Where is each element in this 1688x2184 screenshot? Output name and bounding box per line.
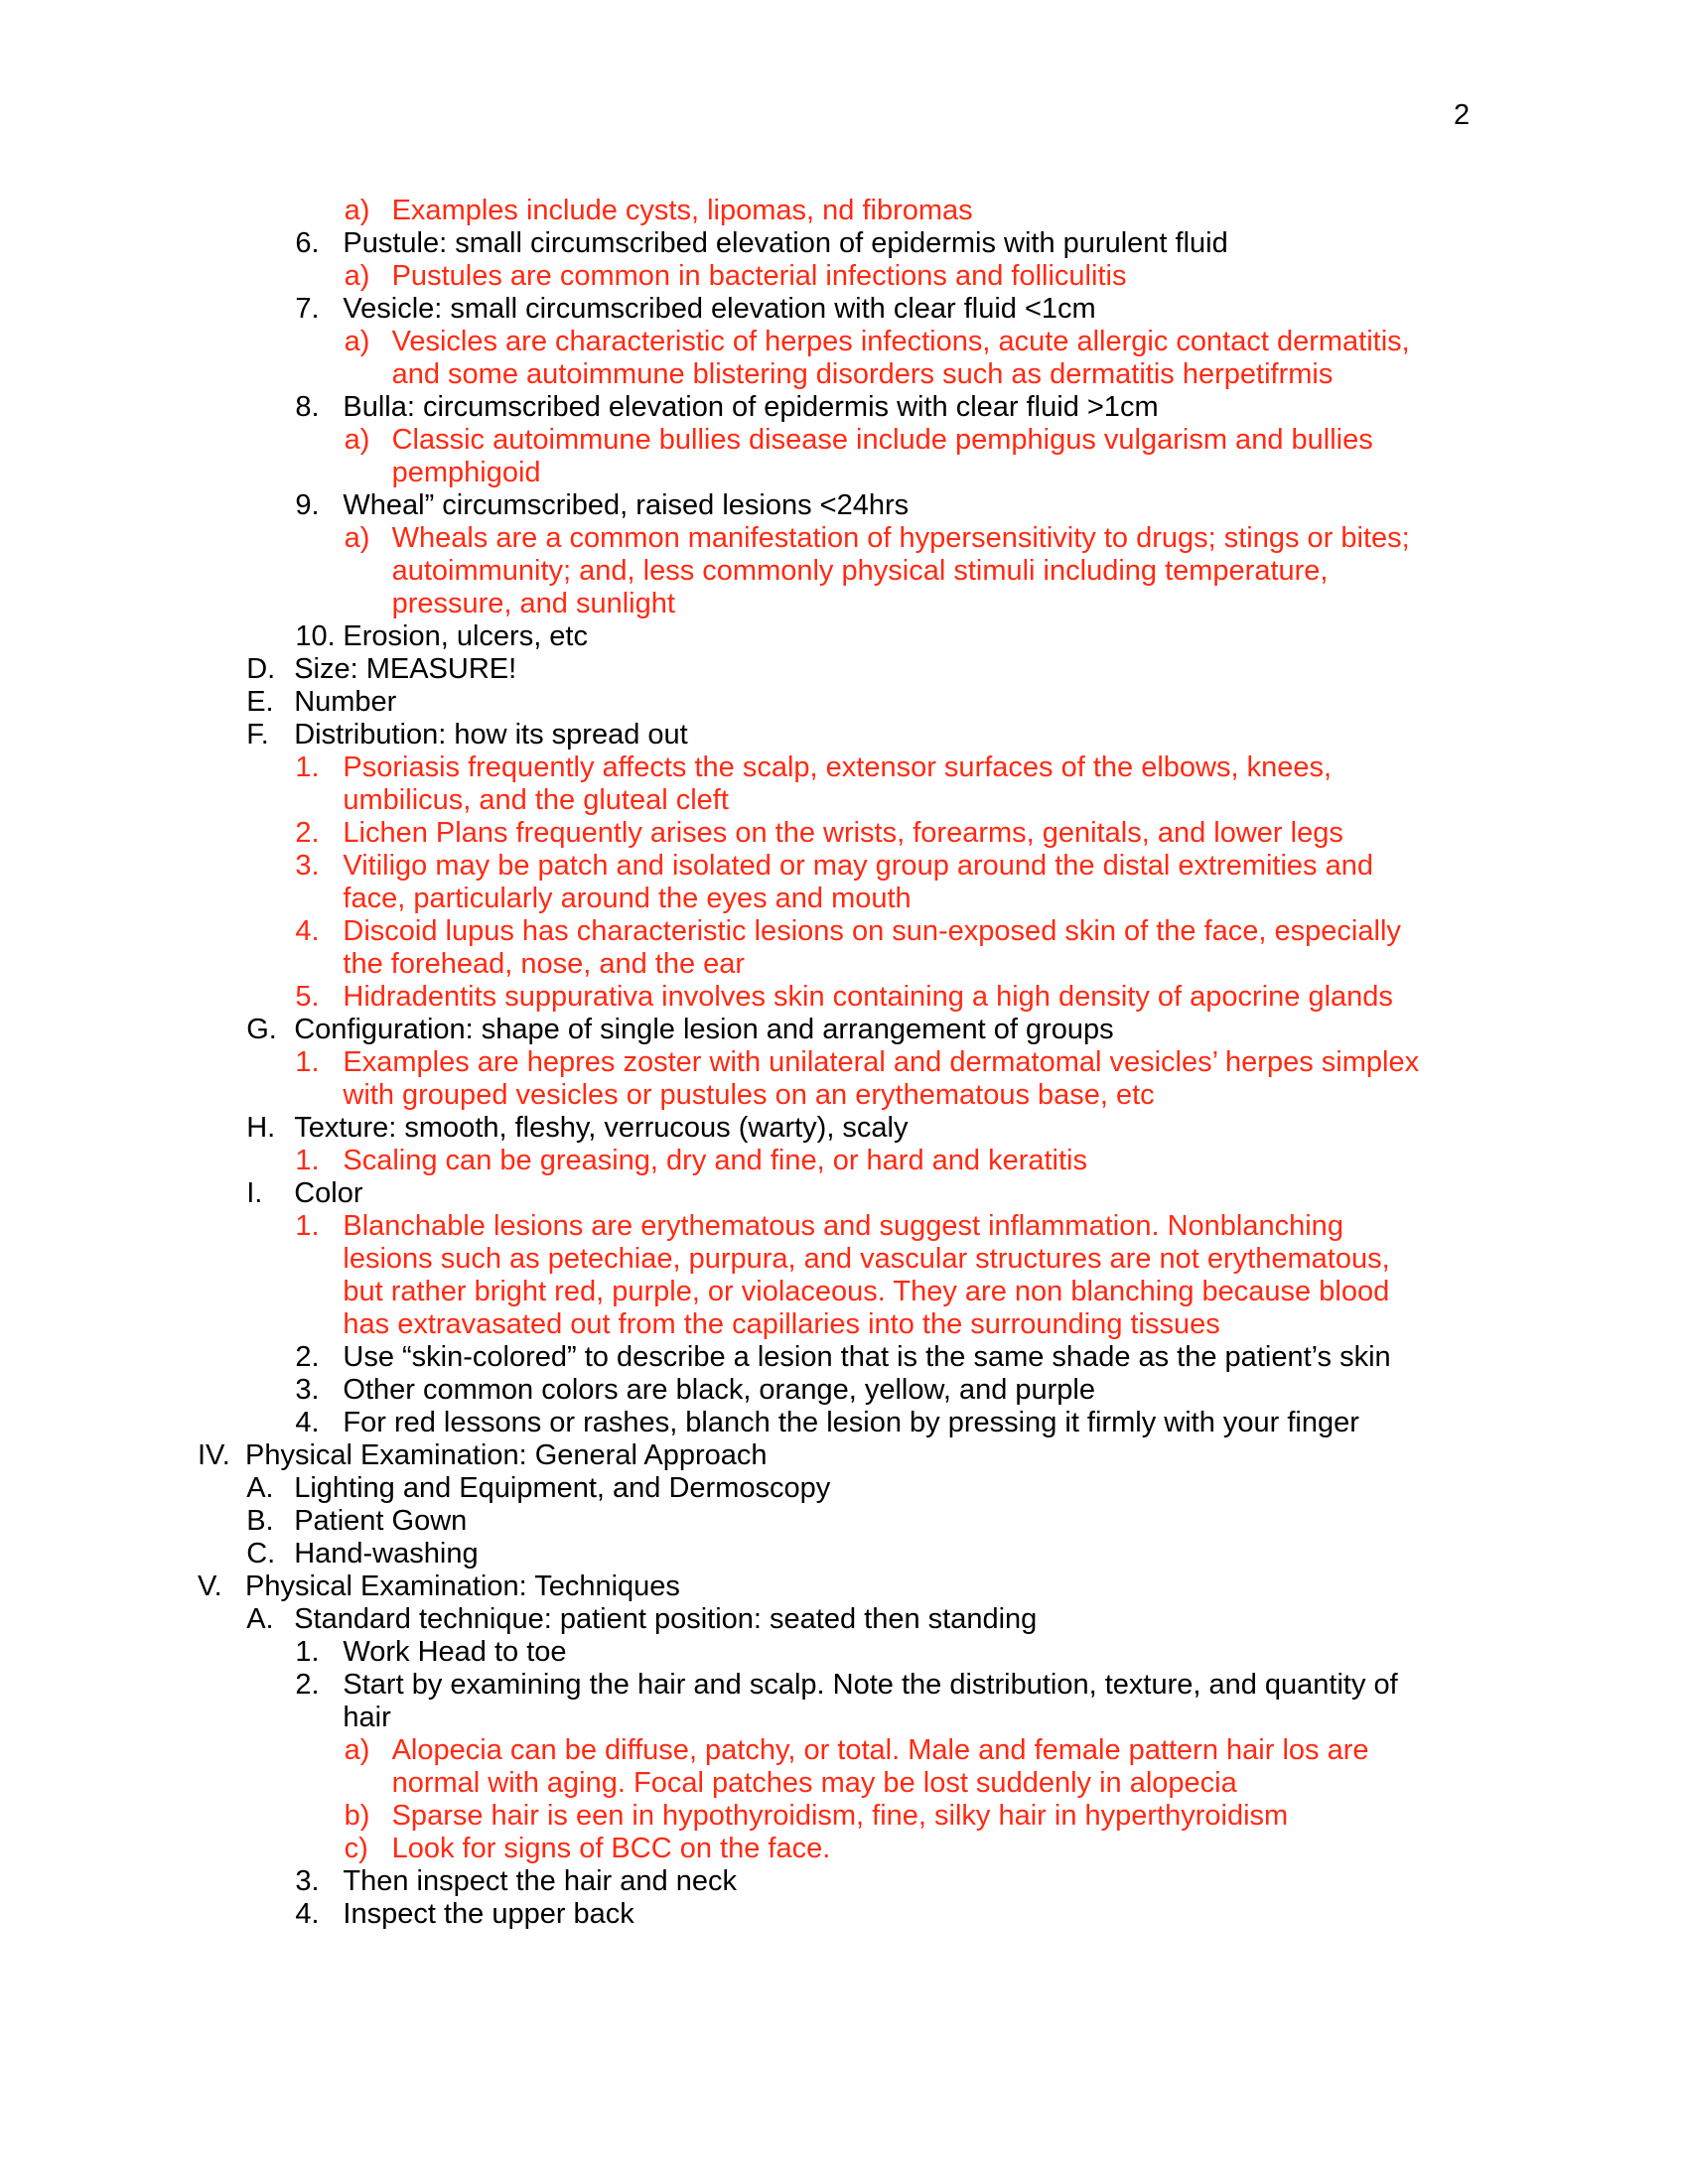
- list-marker: a): [344, 1734, 370, 1766]
- list-marker: G.: [246, 1014, 277, 1045]
- list-text: Discoid lupus has characteristic lesions on sun-exposed skin of the face, especially: [343, 915, 1401, 947]
- outline-item: [0, 620, 1688, 653]
- outline-line: [0, 1407, 1688, 1439]
- list-text: Psoriasis frequently affects the scalp, extensor surfaces of the elbows, knees,: [343, 751, 1333, 783]
- outline-item: [0, 1636, 1688, 1669]
- outline-line: [0, 1014, 1688, 1046]
- outline-line: [0, 1898, 1688, 1931]
- list-marker: V.: [198, 1570, 222, 1602]
- outline-line: [0, 489, 1688, 522]
- list-text: Use “skin-colored” to describe a lesion that is the same shade as the patient’s skin: [343, 1341, 1391, 1373]
- outline-item: [0, 1669, 1688, 1734]
- outline-line: [0, 1046, 1688, 1079]
- outline-item: [0, 719, 1688, 751]
- outline-item: [0, 1374, 1688, 1407]
- list-marker: E.: [246, 686, 274, 718]
- list-marker: 4.: [295, 1407, 320, 1438]
- list-text: Hand-washing: [294, 1538, 479, 1570]
- outline-line: [0, 1603, 1688, 1636]
- list-text: Erosion, ulcers, etc: [343, 620, 588, 652]
- outline-line: [0, 817, 1688, 850]
- list-text: Number: [294, 686, 397, 718]
- list-marker: 3.: [295, 1374, 320, 1406]
- list-marker: a): [344, 424, 370, 456]
- outline-item: [0, 1898, 1688, 1931]
- list-marker: 1.: [295, 1210, 320, 1242]
- outline-line: [0, 1472, 1688, 1505]
- outline-item: [0, 1800, 1688, 1833]
- list-text: lesions such as petechiae, purpura, and vascular structures are not erythematous,: [343, 1243, 1390, 1275]
- outline-item: [0, 1407, 1688, 1439]
- list-text: Alopecia can be diffuse, patchy, or total. Male and female pattern hair los are: [391, 1734, 1369, 1766]
- list-text: Pustules are common in bacterial infections and folliculitis: [391, 260, 1127, 292]
- outline-line: [0, 686, 1688, 719]
- outline-line: [0, 1538, 1688, 1570]
- list-marker: a): [344, 522, 370, 554]
- outline-line: [0, 293, 1688, 326]
- outline-item: [0, 850, 1688, 915]
- outline-item: [0, 391, 1688, 424]
- outline-item: [0, 522, 1688, 620]
- outline-line: [0, 1308, 1688, 1341]
- outline-item: [0, 227, 1688, 260]
- list-marker: 2.: [295, 1341, 320, 1373]
- outline-line: [0, 1276, 1688, 1308]
- outline-line: [0, 1734, 1688, 1767]
- outline-item: [0, 293, 1688, 326]
- outline-item: [0, 1538, 1688, 1570]
- outline-line: [0, 1210, 1688, 1243]
- outline-item: [0, 817, 1688, 850]
- outline-line: [0, 1767, 1688, 1800]
- outline-item: [0, 1472, 1688, 1505]
- list-marker: 5.: [295, 981, 320, 1013]
- list-marker: 4.: [295, 915, 320, 947]
- list-marker: 2.: [295, 1669, 320, 1701]
- outline-item: [0, 1112, 1688, 1145]
- outline-line: [0, 653, 1688, 686]
- list-text: pemphigoid: [391, 457, 541, 488]
- outline-item: [0, 1439, 1688, 1472]
- outline-item: [0, 981, 1688, 1014]
- list-text: Work Head to toe: [343, 1636, 567, 1668]
- list-marker: F.: [246, 719, 269, 751]
- list-text: Wheals are a common manifestation of hypersensitivity to drugs; stings or bites;: [391, 522, 1410, 554]
- outline-item: [0, 424, 1688, 489]
- outline-item: [0, 1570, 1688, 1603]
- list-text: Vesicle: small circumscribed elevation with clear fluid <1cm: [343, 293, 1096, 325]
- outline-item: [0, 751, 1688, 817]
- outline-line: [0, 915, 1688, 948]
- list-marker: B.: [246, 1505, 274, 1537]
- list-marker: A.: [246, 1472, 274, 1504]
- outline-line: [0, 1145, 1688, 1177]
- list-text: has extravasated out from the capillaries into the surrounding tissues: [343, 1308, 1220, 1340]
- list-text: Vitiligo may be patch and isolated or may group around the distal extremities and: [343, 850, 1374, 882]
- outline-item: [0, 1833, 1688, 1865]
- list-marker: 4.: [295, 1898, 320, 1930]
- outline-item: [0, 1145, 1688, 1177]
- list-text: Pustule: small circumscribed elevation of epidermis with purulent fluid: [343, 227, 1228, 259]
- page-number: 2: [1454, 99, 1471, 131]
- list-marker: 1.: [295, 1046, 320, 1078]
- outline-item: [0, 653, 1688, 686]
- outline-item: [0, 195, 1688, 227]
- outline-item: [0, 686, 1688, 719]
- list-marker: 2.: [295, 817, 320, 849]
- outline-line: [0, 948, 1688, 981]
- outline-item: [0, 326, 1688, 391]
- list-text: autoimmunity; and, less commonly physical stimuli including temperature,: [391, 555, 1329, 587]
- list-text: Physical Examination: General Approach: [245, 1439, 768, 1471]
- outline-line: [0, 1570, 1688, 1603]
- outline-line: [0, 751, 1688, 784]
- list-text: Wheal” circumscribed, raised lesions <24hrs: [343, 489, 910, 521]
- list-text: Examples include cysts, lipomas, nd fibromas: [391, 195, 973, 226]
- outline-item: [0, 1603, 1688, 1636]
- outline-line: [0, 1112, 1688, 1145]
- list-text: hair: [343, 1702, 391, 1733]
- outline-line: [0, 1833, 1688, 1865]
- list-text: Sparse hair is een in hypothyroidism, fine, silky hair in hyperthyroidism: [391, 1800, 1289, 1832]
- outline-line: [0, 1865, 1688, 1898]
- outline-line: [0, 1669, 1688, 1702]
- outline-line: [0, 424, 1688, 457]
- list-marker: 1.: [295, 1636, 320, 1668]
- outline-line: [0, 555, 1688, 588]
- outline-line: [0, 1374, 1688, 1407]
- list-text: Size: MEASURE!: [294, 653, 517, 685]
- outline-line: [0, 883, 1688, 915]
- outline-item: [0, 1734, 1688, 1800]
- list-text: Scaling can be greasing, dry and fine, or hard and keratitis: [343, 1145, 1088, 1176]
- list-text: normal with aging. Focal patches may be lost suddenly in alopecia: [391, 1767, 1237, 1799]
- list-marker: 6.: [295, 227, 320, 259]
- list-text: Start by examining the hair and scalp. Note the distribution, texture, and quantity of: [343, 1669, 1398, 1701]
- outline-line: [0, 457, 1688, 489]
- list-text: Then inspect the hair and neck: [343, 1865, 737, 1897]
- outline-line: [0, 1177, 1688, 1210]
- list-text: Blanchable lesions are erythematous and suggest inflammation. Nonblanching: [343, 1210, 1343, 1242]
- list-text: Physical Examination: Techniques: [245, 1570, 680, 1602]
- outline-line: [0, 1243, 1688, 1276]
- list-text: Color: [294, 1177, 363, 1209]
- list-text: Other common colors are black, orange, yellow, and purple: [343, 1374, 1096, 1406]
- list-text: Hidradentits suppurativa involves skin containing a high density of apocrine glands: [343, 981, 1393, 1013]
- outline-line: [0, 522, 1688, 555]
- outline-item: [0, 1210, 1688, 1341]
- outline-item: [0, 260, 1688, 293]
- outline-line: [0, 358, 1688, 391]
- list-text: Lighting and Equipment, and Dermoscopy: [294, 1472, 831, 1504]
- list-text: For red lessons or rashes, blanch the lesion by pressing it firmly with your finger: [343, 1407, 1359, 1438]
- outline-line: [0, 391, 1688, 424]
- list-text: umbilicus, and the gluteal cleft: [343, 784, 729, 816]
- list-text: Distribution: how its spread out: [294, 719, 688, 751]
- list-marker: 10.: [295, 620, 336, 652]
- list-marker: C.: [246, 1538, 276, 1570]
- list-marker: 1.: [295, 751, 320, 783]
- list-marker: IV.: [198, 1439, 230, 1471]
- outline-line: [0, 1702, 1688, 1734]
- outline-item: [0, 1865, 1688, 1898]
- list-marker: a): [344, 326, 370, 357]
- list-text: Lichen Plans frequently arises on the wrists, forearms, genitals, and lower legs: [343, 817, 1343, 849]
- list-text: Standard technique: patient position: seated then standing: [294, 1603, 1038, 1635]
- outline-list: [0, 195, 1688, 1931]
- list-text: face, particularly around the eyes and mouth: [343, 883, 912, 914]
- list-marker: 7.: [295, 293, 320, 325]
- list-marker: b): [344, 1800, 370, 1832]
- outline-line: [0, 227, 1688, 260]
- list-marker: 3.: [295, 1865, 320, 1897]
- outline-line: [0, 1636, 1688, 1669]
- list-text: Bulla: circumscribed elevation of epidermis with clear fluid >1cm: [343, 391, 1159, 423]
- outline-item: [0, 489, 1688, 522]
- list-marker: a): [344, 195, 370, 226]
- list-text: Patient Gown: [294, 1505, 468, 1537]
- outline-line: [0, 1079, 1688, 1112]
- list-text: Inspect the upper back: [343, 1898, 634, 1930]
- list-marker: A.: [246, 1603, 274, 1635]
- outline-line: [0, 850, 1688, 883]
- outline-line: [0, 620, 1688, 653]
- outline-line: [0, 1341, 1688, 1374]
- outline-item: [0, 1046, 1688, 1112]
- list-text: Configuration: shape of single lesion and arrangement of groups: [294, 1014, 1114, 1045]
- list-text: the forehead, nose, and the ear: [343, 948, 746, 980]
- outline-line: [0, 1800, 1688, 1833]
- list-text: Vesicles are characteristic of herpes infections, acute allergic contact dermatitis,: [391, 326, 1410, 357]
- outline-item: [0, 915, 1688, 981]
- list-text: Look for signs of BCC on the face.: [391, 1833, 831, 1864]
- list-marker: 9.: [295, 489, 320, 521]
- list-marker: H.: [246, 1112, 276, 1144]
- outline-line: [0, 260, 1688, 293]
- outline-line: [0, 326, 1688, 358]
- list-text: pressure, and sunlight: [391, 588, 675, 619]
- outline-line: [0, 1439, 1688, 1472]
- list-marker: D.: [246, 653, 276, 685]
- list-marker: c): [344, 1833, 368, 1864]
- outline-item: [0, 1177, 1688, 1210]
- outline-item: [0, 1505, 1688, 1538]
- list-marker: a): [344, 260, 370, 292]
- list-marker: I.: [246, 1177, 263, 1209]
- list-text: Texture: smooth, fleshy, verrucous (warty), scaly: [294, 1112, 909, 1144]
- list-marker: 1.: [295, 1145, 320, 1176]
- outline-item: [0, 1014, 1688, 1046]
- list-text: but rather bright red, purple, or violaceous. They are non blanching because blood: [343, 1276, 1390, 1307]
- outline-line: [0, 1505, 1688, 1538]
- list-marker: 8.: [295, 391, 320, 423]
- outline-line: [0, 784, 1688, 817]
- outline-line: [0, 195, 1688, 227]
- list-text: Examples are hepres zoster with unilateral and dermatomal vesicles’ herpes simplex: [343, 1046, 1420, 1078]
- list-text: with grouped vesicles or pustules on an erythematous base, etc: [343, 1079, 1155, 1111]
- list-marker: 3.: [295, 850, 320, 882]
- outline-item: [0, 1341, 1688, 1374]
- outline-line: [0, 719, 1688, 751]
- outline-line: [0, 588, 1688, 620]
- list-text: and some autoimmune blistering disorders such as dermatitis herpetifrmis: [391, 358, 1334, 390]
- list-text: Classic autoimmune bullies disease include pemphigus vulgarism and bullies: [391, 424, 1373, 456]
- outline-line: [0, 981, 1688, 1014]
